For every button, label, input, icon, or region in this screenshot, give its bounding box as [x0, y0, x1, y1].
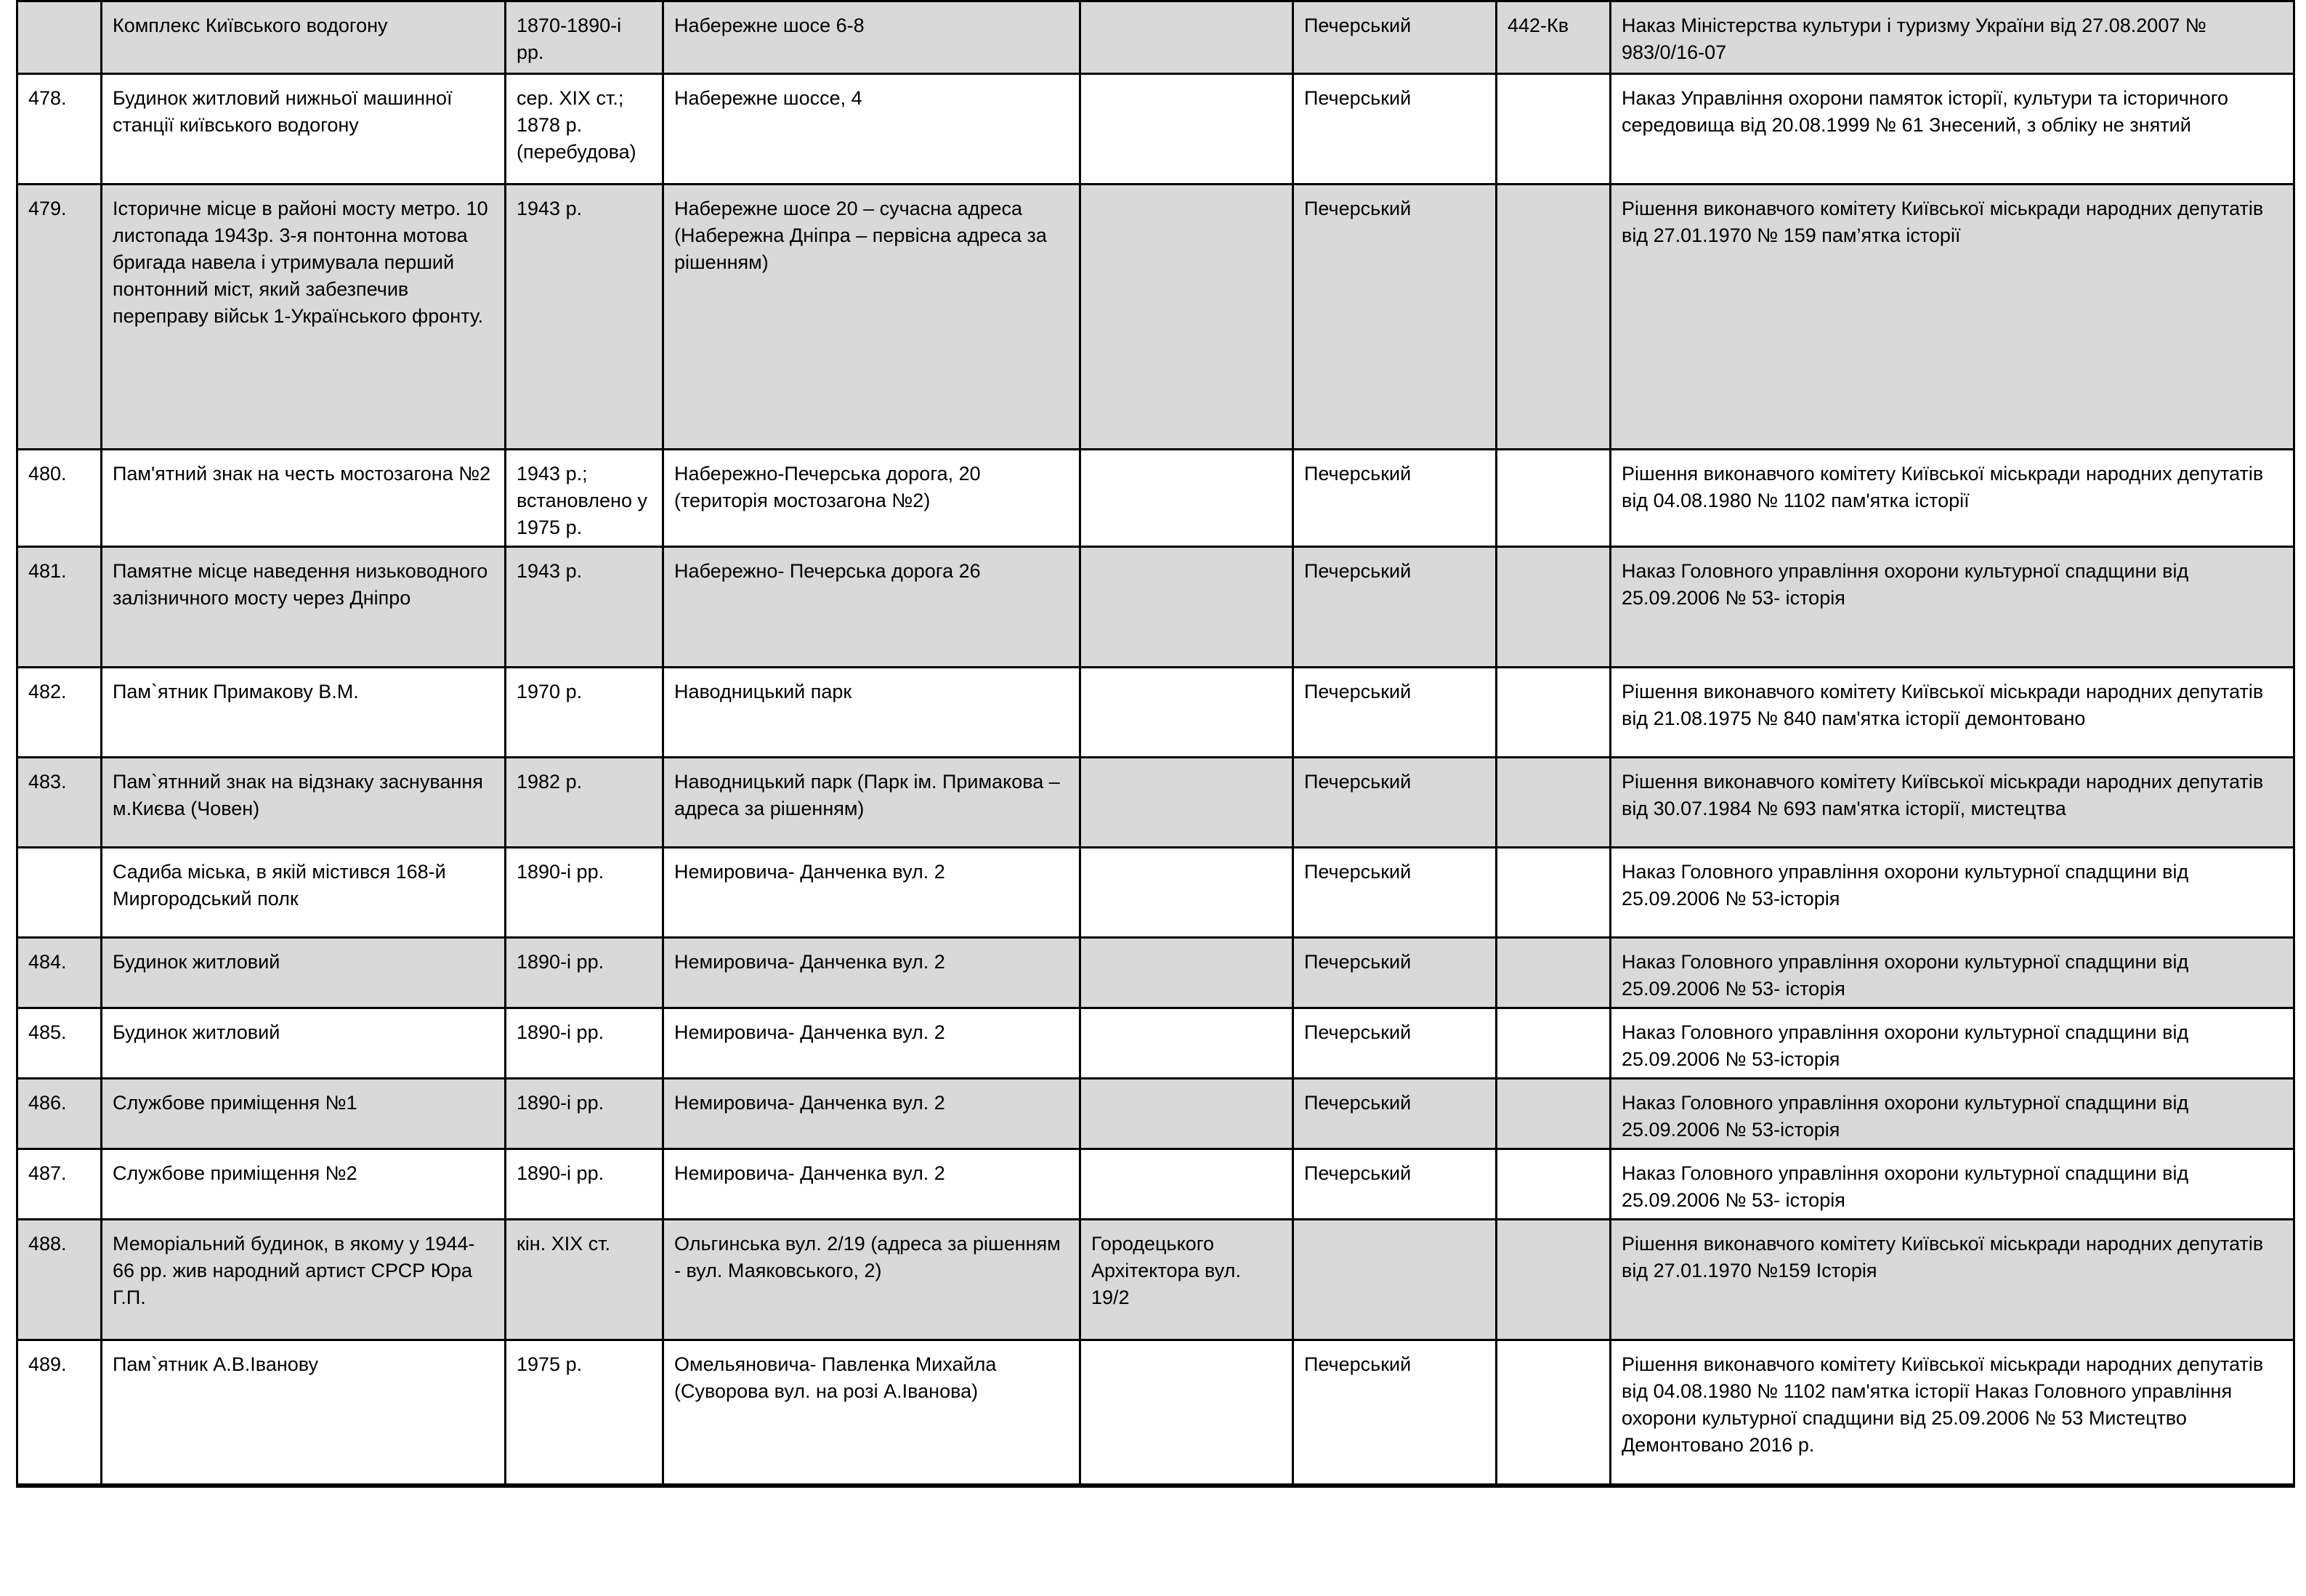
cell-code	[1497, 1220, 1611, 1340]
cell-address-alt	[1080, 1340, 1293, 1486]
cell-date: 1890-і рр.	[506, 1149, 663, 1220]
cell-document: Наказ Міністерства культури і туризму України від 27.08.2007 № 983/0/16-07	[1611, 1, 2294, 74]
cell-document: Рішення виконавчого комітету Київської міськради народних депутатів від 30.07.1984 № 693 пам'ятка історії, мистецтва	[1611, 758, 2294, 848]
cell-date: сер. XIX ст.; 1878 р.(перебудова)	[506, 74, 663, 185]
cell-document: Рішення виконавчого комітету Київської міськради народних депутатів від 04.08.1980 № 1102 пам'ятка історії	[1611, 450, 2294, 547]
cell-address-alt	[1080, 758, 1293, 848]
cell-document: Рішення виконавчого комітету Київської міськради народних депутатів від 27.01.1970 № 159 пам’ятка історії	[1611, 185, 2294, 450]
cell-district: Печерський	[1293, 758, 1497, 848]
cell-district: Печерський	[1293, 74, 1497, 185]
cell-address-alt	[1080, 185, 1293, 450]
cell-date: 1890-і рр.	[506, 848, 663, 938]
cell-document: Наказ Головного управління охорони культурної спадщини від 25.09.2006 № 53- історія	[1611, 1149, 2294, 1220]
table-row	[17, 938, 2294, 1008]
cell-document: Наказ Головного управління охорони культурної спадщини від 25.09.2006 № 53-історія	[1611, 1079, 2294, 1149]
cell-district	[1293, 1220, 1497, 1340]
cell-date: 1890-і рр.	[506, 938, 663, 1008]
cell-address-alt	[1080, 938, 1293, 1008]
cell-date: 1943 р.; встановлено у 1975 р.	[506, 450, 663, 547]
cell-address-alt	[1080, 74, 1293, 185]
cell-address: Ольгинська вул. 2/19 (адреса за рішенням - вул. Маяковського, 2)	[663, 1220, 1080, 1340]
cell-code	[1497, 848, 1611, 938]
cell-name: Памятне місце наведення низьководного залізничного мосту через Дніпро	[102, 547, 506, 668]
cell-document: Рішення виконавчого комітету Київської міськради народних депутатів від 04.08.1980 № 1102 пам'ятка історії Наказ Головного управління охорони культурної спадщини від 25.09.2006 № 53 Мистецтво Демонтовано 2016 р.	[1611, 1340, 2294, 1486]
table-row	[17, 1, 2294, 74]
cell-code	[1497, 1008, 1611, 1079]
cell-address-alt	[1080, 848, 1293, 938]
cell-document: Наказ Управління охорони памяток історії, культури та історичного середовища від 20.08.1999 № 61 Знесений, з обліку не знятий	[1611, 74, 2294, 185]
cell-name: Садиба міська, в якій містився 168-й Миргородський полк	[102, 848, 506, 938]
cell-address: Набережне шосе 6-8	[663, 1, 1080, 74]
cell-code	[1497, 185, 1611, 450]
cell-document: Рішення виконавчого комітету Київської міськради народних депутатів від 27.01.1970 №159 Історія	[1611, 1220, 2294, 1340]
cell-name: Службове приміщення №1	[102, 1079, 506, 1149]
cell-date: кін. XIX ст.	[506, 1220, 663, 1340]
cell-number: 483.	[17, 758, 102, 848]
cell-address: Набережно-Печерська дорога, 20 (територія мостозагона №2)	[663, 450, 1080, 547]
cell-district: Печерський	[1293, 185, 1497, 450]
table-row	[17, 1220, 2294, 1340]
cell-date: 1870-1890-і рр.	[506, 1, 663, 74]
table-row	[17, 74, 2294, 185]
cell-address: Немировича- Данченка вул. 2	[663, 938, 1080, 1008]
cell-address-alt	[1080, 668, 1293, 758]
cell-number: 484.	[17, 938, 102, 1008]
cell-district: Печерський	[1293, 938, 1497, 1008]
cell-district: Печерський	[1293, 1079, 1497, 1149]
cell-address: Набережне шоссе, 4	[663, 74, 1080, 185]
cell-address-alt	[1080, 1079, 1293, 1149]
cell-name: Будинок житловий	[102, 938, 506, 1008]
cell-date: 1890-і рр.	[506, 1079, 663, 1149]
cell-address: Немировича- Данченка вул. 2	[663, 1079, 1080, 1149]
cell-number: 489.	[17, 1340, 102, 1486]
cell-address-alt	[1080, 547, 1293, 668]
cell-name: Пам`ятник Примакову В.М.	[102, 668, 506, 758]
cell-district: Печерський	[1293, 547, 1497, 668]
cell-address: Омельяновича- Павленка Михайла (Суворова вул. на розі А.Іванова)	[663, 1340, 1080, 1486]
cell-name: Будинок житловий нижньої машинної станції київського водогону	[102, 74, 506, 185]
cell-name: Будинок житловий	[102, 1008, 506, 1079]
cell-number: 478.	[17, 74, 102, 185]
cell-district: Печерський	[1293, 1340, 1497, 1486]
cell-name: Меморіальний будинок, в якому у 1944-66 рр. жив народний артист СРСР Юра Г.П.	[102, 1220, 506, 1340]
cell-document: Рішення виконавчого комітету Київської міськради народних депутатів від 21.08.1975 № 840 пам'ятка історії демонтовано	[1611, 668, 2294, 758]
table-row	[17, 1079, 2294, 1149]
cell-code	[1497, 938, 1611, 1008]
cell-number: 485.	[17, 1008, 102, 1079]
cell-code	[1497, 758, 1611, 848]
table-row	[17, 1340, 2294, 1486]
cell-document: Наказ Головного управління охорони культурної спадщини від 25.09.2006 № 53- історія	[1611, 547, 2294, 668]
cell-address-alt	[1080, 450, 1293, 547]
cell-number: 481.	[17, 547, 102, 668]
cell-date: 1982 р.	[506, 758, 663, 848]
cell-address: Наводницький парк (Парк ім. Примакова – адреса за рішенням)	[663, 758, 1080, 848]
cell-code	[1497, 1079, 1611, 1149]
table-row	[17, 848, 2294, 938]
cell-code: 442-Кв	[1497, 1, 1611, 74]
cell-code	[1497, 74, 1611, 185]
cell-number: 487.	[17, 1149, 102, 1220]
cell-district: Печерський	[1293, 1008, 1497, 1079]
table-row	[17, 668, 2294, 758]
table-row	[17, 547, 2294, 668]
cell-address: Наводницький парк	[663, 668, 1080, 758]
cell-date: 1943 р.	[506, 547, 663, 668]
cell-name: Пам'ятний знак на честь мостозагона №2	[102, 450, 506, 547]
cell-address-alt: Городецького Архітектора вул. 19/2	[1080, 1220, 1293, 1340]
cell-name: Пам`ятнний знак на відзнаку заснування м.Києва (Човен)	[102, 758, 506, 848]
cell-date: 1943 р.	[506, 185, 663, 450]
cell-address: Немировича- Данченка вул. 2	[663, 848, 1080, 938]
cell-address-alt	[1080, 1008, 1293, 1079]
cell-number: 488.	[17, 1220, 102, 1340]
cell-address: Немировича- Данченка вул. 2	[663, 1008, 1080, 1079]
cell-number: 486.	[17, 1079, 102, 1149]
cell-district: Печерський	[1293, 450, 1497, 547]
cell-code	[1497, 547, 1611, 668]
cell-number: 479.	[17, 185, 102, 450]
cell-document: Наказ Головного управління охорони культурної спадщини від 25.09.2006 № 53-історія	[1611, 848, 2294, 938]
cell-name: Службове приміщення №2	[102, 1149, 506, 1220]
table-row	[17, 185, 2294, 450]
cell-address-alt	[1080, 1, 1293, 74]
cell-name: Комплекс Київського водогону	[102, 1, 506, 74]
cell-name: Пам`ятник А.В.Іванову	[102, 1340, 506, 1486]
table-body	[17, 1, 2294, 1486]
cell-address: Набережно- Печерська дорога 26	[663, 547, 1080, 668]
cell-district: Печерський	[1293, 668, 1497, 758]
cell-document: Наказ Головного управління охорони культурної спадщини від 25.09.2006 № 53- історія	[1611, 938, 2294, 1008]
cell-code	[1497, 668, 1611, 758]
cell-district: Печерський	[1293, 1149, 1497, 1220]
cell-name: Історичне місце в районі мосту метро. 10 листопада 1943р. 3-я понтонна мотова бригада навела і утримувала перший понтонний міст, який забезпечив переправу військ 1-Українського фронту.	[102, 185, 506, 450]
cell-district: Печерський	[1293, 848, 1497, 938]
cell-date: 1970 р.	[506, 668, 663, 758]
cell-number	[17, 848, 102, 938]
cell-code	[1497, 1149, 1611, 1220]
cell-address-alt	[1080, 1149, 1293, 1220]
cell-date: 1890-і рр.	[506, 1008, 663, 1079]
cell-address: Набережне шосе 20 – сучасна адреса (Набережна Дніпра – первісна адреса за рішенням)	[663, 185, 1080, 450]
cell-address: Немировича- Данченка вул. 2	[663, 1149, 1080, 1220]
table-row	[17, 1008, 2294, 1079]
table-row	[17, 450, 2294, 547]
cell-document: Наказ Головного управління охорони культурної спадщини від 25.09.2006 № 53-історія	[1611, 1008, 2294, 1079]
monuments-table	[16, 0, 2295, 1488]
cell-code	[1497, 450, 1611, 547]
cell-number: 482.	[17, 668, 102, 758]
cell-code	[1497, 1340, 1611, 1486]
table-row	[17, 1149, 2294, 1220]
cell-district: Печерський	[1293, 1, 1497, 74]
table-row	[17, 758, 2294, 848]
cell-number	[17, 1, 102, 74]
cell-date: 1975 р.	[506, 1340, 663, 1486]
cell-number: 480.	[17, 450, 102, 547]
